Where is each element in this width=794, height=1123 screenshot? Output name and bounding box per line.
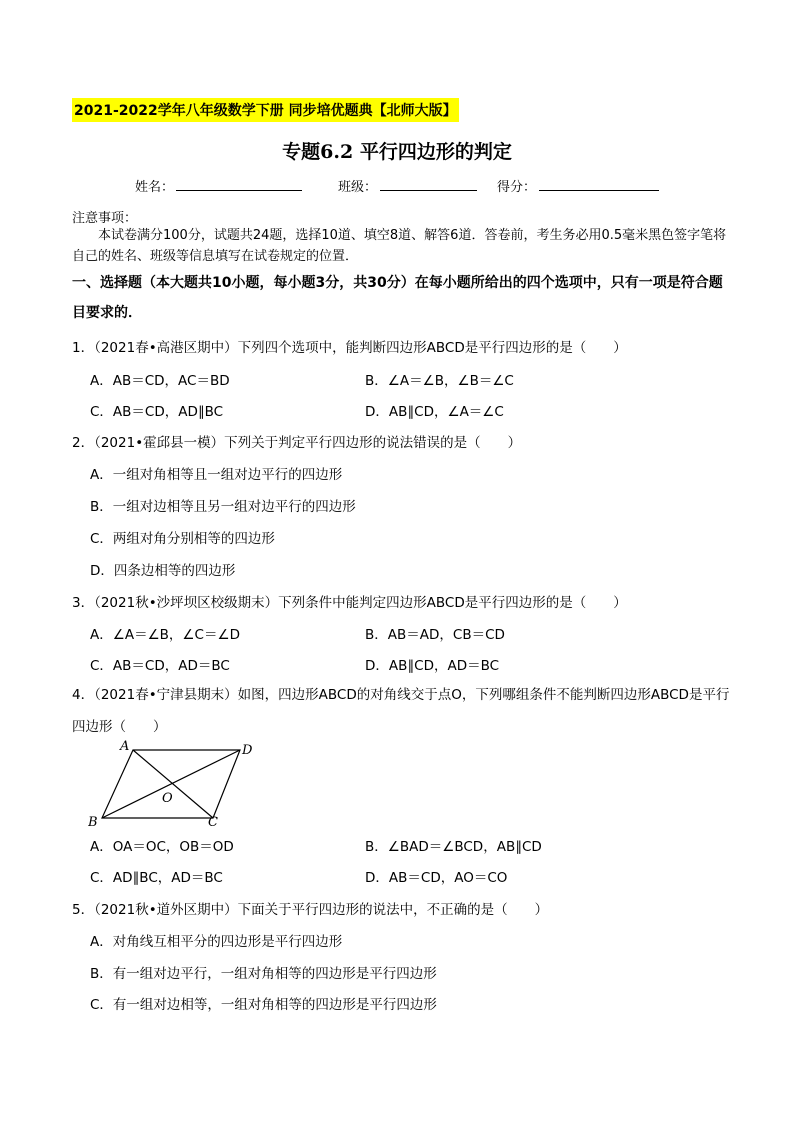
page-title: 专题6.2 平行四边形的判定 <box>282 141 512 163</box>
section-heading: 一、选择题（本大题共10小题，每小题3分，共30分）在每小题所给出的四个选项中，只有一项是符合题目要求的． <box>72 275 723 321</box>
q4-option-c[interactable]: C．AD∥BC，AD＝BC <box>90 870 223 886</box>
q1-option-c[interactable]: C．AB＝CD，AD∥BC <box>90 404 224 420</box>
label-a: A <box>120 739 130 754</box>
class-blank[interactable] <box>380 190 477 191</box>
q1-option-d[interactable]: D．AB∥CD，∠A＝∠C <box>365 404 504 420</box>
q1-option-b[interactable]: B．∠A＝∠B，∠B＝∠C <box>365 373 514 389</box>
q3-option-a[interactable]: A．∠A＝∠B，∠C＝∠D <box>90 627 240 643</box>
q2-option-a[interactable]: A．一组对角相等且一组对边平行的四边形 <box>90 467 343 483</box>
parallelogram-figure <box>88 738 268 830</box>
question-1-stem: 1．（2021春•高港区期中）下列四个选项中，能判断四边形ABCD是平行四边形的是（ ） <box>72 340 627 356</box>
series-banner: 2021-2022学年八年级数学下册 同步培优题典【北师大版】 <box>72 98 459 122</box>
label-b: B <box>88 815 98 830</box>
label-o: O <box>162 791 173 806</box>
score-blank[interactable] <box>539 190 659 191</box>
label-d: D <box>242 743 253 758</box>
name-blank[interactable] <box>176 190 302 191</box>
diagonal-ac <box>133 750 213 818</box>
q3-option-d[interactable]: D．AB∥CD，AD＝BC <box>365 658 500 674</box>
q4-option-d[interactable]: D．AB＝CD，AO＝CO <box>365 870 508 886</box>
q3-option-b[interactable]: B．AB＝AD，CB＝CD <box>365 627 505 643</box>
class-label: 班级： <box>338 180 378 195</box>
q2-option-c[interactable]: C．两组对角分别相等的四边形 <box>90 531 275 547</box>
q4-option-a[interactable]: A．OA＝OC，OB＝OD <box>90 839 234 855</box>
q5-option-a[interactable]: A．对角线互相平分的四边形是平行四边形 <box>90 934 343 950</box>
q2-option-b[interactable]: B．一组对边相等且另一组对边平行的四边形 <box>90 499 356 515</box>
question-4-stem: 4．（2021春•宁津县期末）如图，四边形ABCD的对角线交于点O，下列哪组条件不能判断四边形ABCD是平行四边形（ ） <box>72 687 730 735</box>
q1-option-a[interactable]: A．AB＝CD，AC＝BD <box>90 373 230 389</box>
question-5-stem: 5．（2021秋•道外区期中）下面关于平行四边形的说法中，不正确的是（ ） <box>72 902 549 918</box>
q3-option-c[interactable]: C．AB＝CD，AD＝BC <box>90 658 230 674</box>
q2-option-d[interactable]: D．四条边相等的四边形 <box>90 563 236 579</box>
question-2-stem: 2．（2021•霍邱县一模）下列关于判定平行四边形的说法错误的是（ ） <box>72 435 522 451</box>
q5-option-b[interactable]: B．有一组对边平行，一组对角相等的四边形是平行四边形 <box>90 966 437 982</box>
name-label: 姓名： <box>135 180 175 195</box>
score-label: 得分： <box>497 180 537 195</box>
q5-option-c[interactable]: C．有一组对边相等，一组对角相等的四边形是平行四边形 <box>90 997 437 1013</box>
question-3-stem: 3．（2021秋•沙坪坝区校级期末）下列条件中能判定四边形ABCD是平行四边形的是（ ） <box>72 595 627 611</box>
notice-heading: 注意事项： <box>72 211 138 226</box>
q4-option-b[interactable]: B．∠BAD＝∠BCD，AB∥CD <box>365 839 542 855</box>
label-c: C <box>208 815 218 830</box>
diagonal-bd <box>102 750 240 818</box>
notice-text: 本试卷满分100分，试题共24题，选择10道、填空8道、解答6道．答卷前，考生务必用0.5毫米黑色签字笔将自己的姓名、班级等信息填写在试卷规定的位置． <box>72 228 727 264</box>
